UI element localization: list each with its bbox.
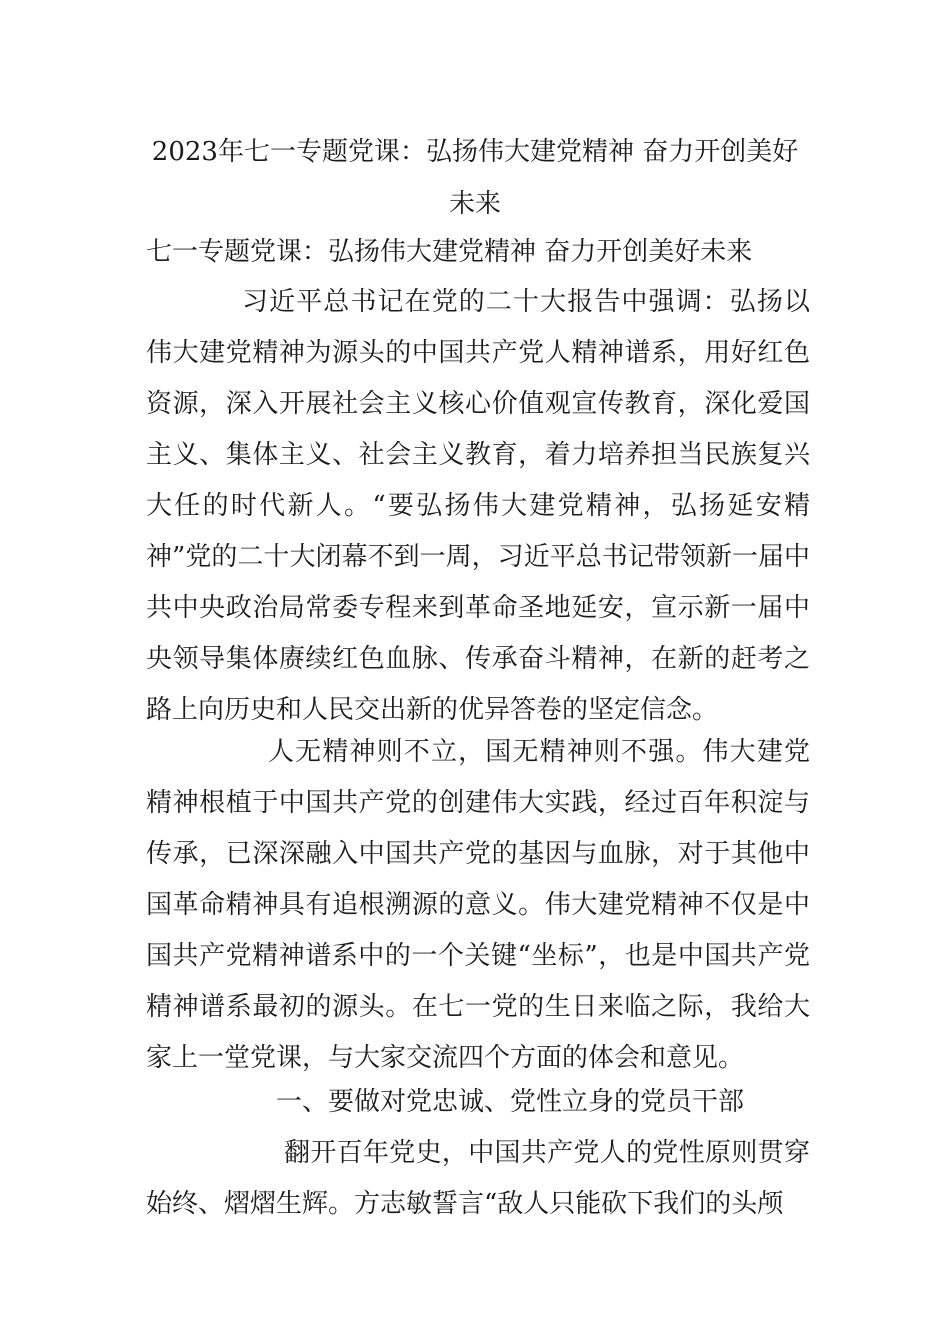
section-heading-1: 一、要做对党忠诚、党性立身的党员干部 [276,1087,745,1117]
paragraph-spirit: 人无精神则不立，国无精神则不强。伟大建党精神根植于中国共产党的创建伟大实践，经过百年积淀与传承，已深深融入中国共产党的基因与血脉，对于其他中国革命精神具有追根溯源的意义。伟大建党精神不仅是中国共产党精神谱系中的一个关键“坐标”，也是中国共产党精神谱系最初的源头。在七一党的生日来临之际，我给大家上一堂党课，与大家交流四个方面的体会和意见。 [146,737,810,1073]
paragraph-intro: 习近平总书记在党的二十大报告中强调：弘扬以伟大建党精神为源头的中国共产党人精神谱系，用好红色资源，深入开展社会主义核心价值观宣传教育，深化爱国主义、集体主义、社会主义教育，着力培养担当民族复兴大任的时代新人。“要弘扬伟大建党精神，弘扬延安精神”党的二十大闭幕不到一周，习近平总书记带领新一届中共中央政治局常委专程来到革命圣地延安，宣示新一届中央领导集体赓续红色血脉、传承奋斗精神，在新的赶考之路上向历史和人民交出新的优异答卷的坚定信念。 [146,287,810,725]
document-subtitle: 七一专题党课：弘扬伟大建党精神 奋力开创美好未来 [146,237,753,267]
paragraph-section-1: 翻开百年党史，中国共产党人的党性原则贯穿始终、熠熠生辉。方志敏誓言“敌人只能砍下我们的头颅 [146,1138,810,1219]
document-title: 2023年七一专题党课：弘扬伟大建党精神 奋力开创美好未来 [151,137,799,219]
